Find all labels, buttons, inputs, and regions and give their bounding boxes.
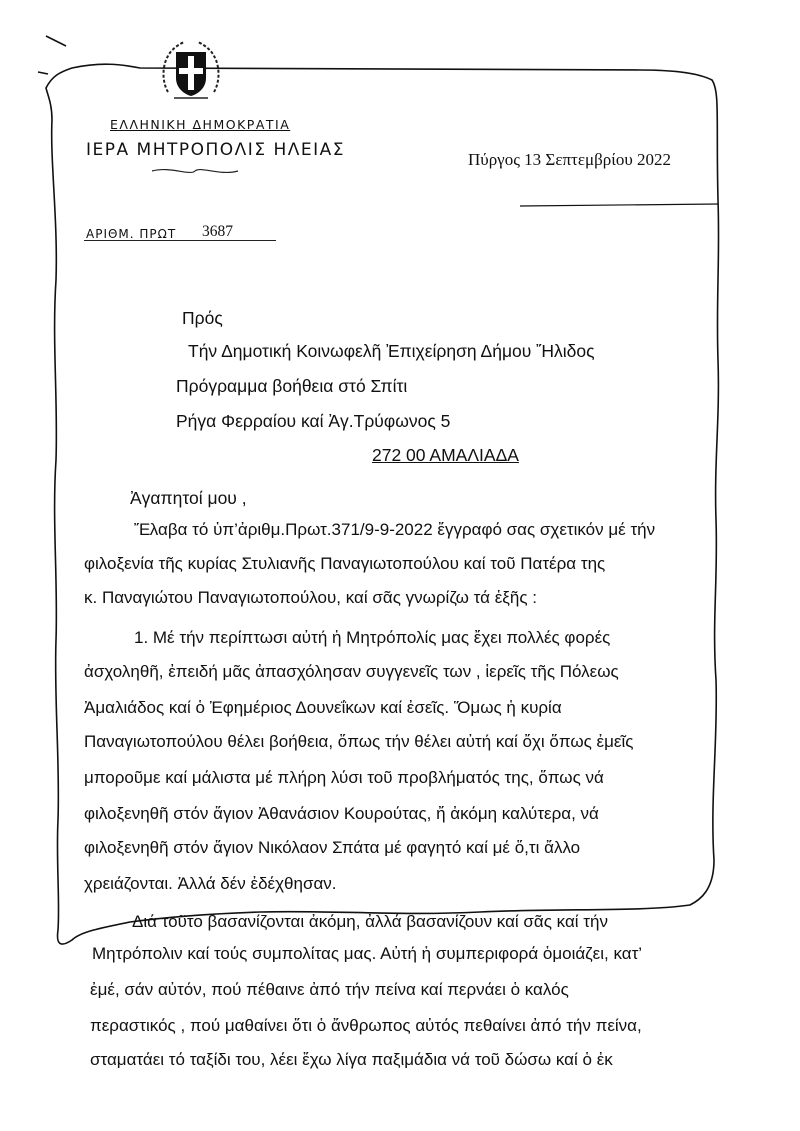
- protocol-number: 3687: [202, 223, 233, 240]
- body-line: 1. Μέ τήν περίπτωσι αὐτή ἡ Μητρόπολίς μας ἔχει πολλές φορές: [134, 628, 611, 647]
- body-line: Διά τοῦτο βασανίζονται ἀκόμη, ἀλλά βασανίζουν καί σᾶς καί τήν: [132, 912, 608, 931]
- body-line: φιλοξενηθῆ στόν ἅγιον Νικόλαον Σπάτα μέ φαγητό καί μέ ὅ,τι ἄλλο: [84, 838, 581, 857]
- date-underline: [520, 204, 718, 206]
- authority-title: ΙΕΡΑ ΜΗΤΡΟΠΟΛΙΣ ΗΛΕΙΑΣ: [86, 140, 345, 160]
- body-line: χρειάζονται. Ἀλλά δέν ἐδέχθησαν.: [84, 874, 337, 893]
- decorative-flourish: [150, 166, 240, 176]
- recipient-line: Ρήγα Φερραίου καί Ἀγ.Τρύφωνος 5: [176, 411, 451, 431]
- recipient-line: Τήν Δημοτική Κοινωφελῆ Ἐπιχείρηση Δήμου Ἤλιδος: [188, 341, 595, 361]
- protocol-underline: [84, 240, 276, 241]
- body-line: περαστικός , πού μαθαίνει ὅτι ὁ ἄνθρωπος αὐτός πεθαίνει ἀπό τήν πείνα,: [90, 1016, 642, 1035]
- body-line: σταματάει τό ταξίδι του, λέει ἔχω λίγα παξιμάδια νά τοῦ δώσω καί ὁ ἐκ: [90, 1050, 613, 1069]
- body-line: Μητρόπολιν καί τούς συμπολίτας μας. Αὐτή ἡ συμπεριφορά ὁμοιάζει, κατ’: [92, 944, 643, 963]
- place-and-date: Πύργος 13 Σεπτεμβρίου 2022: [468, 150, 671, 169]
- body-line: Παναγιωτοπούλου θέλει βοήθεια, ὅπως τήν θέλει αὐτή καί ὄχι ὅπως ἐμεῖς: [84, 732, 634, 751]
- greeting: Ἀγαπητοί μου ,: [130, 488, 247, 508]
- recipient-city: 272 00 ΑΜΑΛΙΑΔΑ: [372, 445, 519, 465]
- body-line: κ. Παναγιώτου Παναγιωτοπούλου, καί σᾶς γνωρίζω τά ἑξῆς :: [84, 588, 537, 607]
- body-line: Ἀμαλιάδος καί ὁ Ἐφημέριος Δουνεΐκων καί ἐσεῖς. Ὅμως ἡ κυρία: [84, 698, 562, 717]
- frame-mark: [38, 72, 48, 74]
- recipient-line: Πρόγραμμα βοήθεια στό Σπίτι: [176, 376, 408, 396]
- recipient-to: Πρός: [182, 308, 223, 328]
- body-line: ἐμέ, σάν αὐτόν, πού πέθαινε ἀπό τήν πείνα καί περνάει ὁ καλός: [90, 980, 569, 999]
- body-line: φιλοξενία τῆς κυρίας Στυλιανῆς Παναγιωτοπούλου καί τοῦ Πατέρα της: [84, 554, 606, 573]
- state-title: ΕΛΛΗΝΙΚΗ ΔΗΜΟΚΡΑΤΙΑ: [110, 117, 291, 132]
- body-line: μποροῦμε καί μάλιστα μέ πλήρη λύσι τοῦ προβλήματός της, ὅπως νά: [84, 768, 604, 787]
- body-line: ἀσχοληθῆ, ἐπειδή μᾶς ἀπασχόλησαν συγγενεῖς των , ἱερεῖς τῆς Πόλεως: [84, 662, 619, 681]
- body-line: φιλοξενηθῆ στόν ἅγιον Ἀθανάσιον Κουρούτας, ἤ ἀκόμη καλύτερα, νά: [84, 804, 599, 823]
- body-line: Ἔλαβα τό ὑπ’ἀριθμ.Πρωτ.371/9-9-2022 ἔγγραφό σας σχετικόν μέ τήν: [134, 520, 656, 539]
- coat-of-arms-emblem: [160, 38, 222, 106]
- protocol-label: ΑΡΙΘΜ. ΠΡΩΤ: [86, 227, 177, 241]
- frame-mark: [46, 36, 66, 46]
